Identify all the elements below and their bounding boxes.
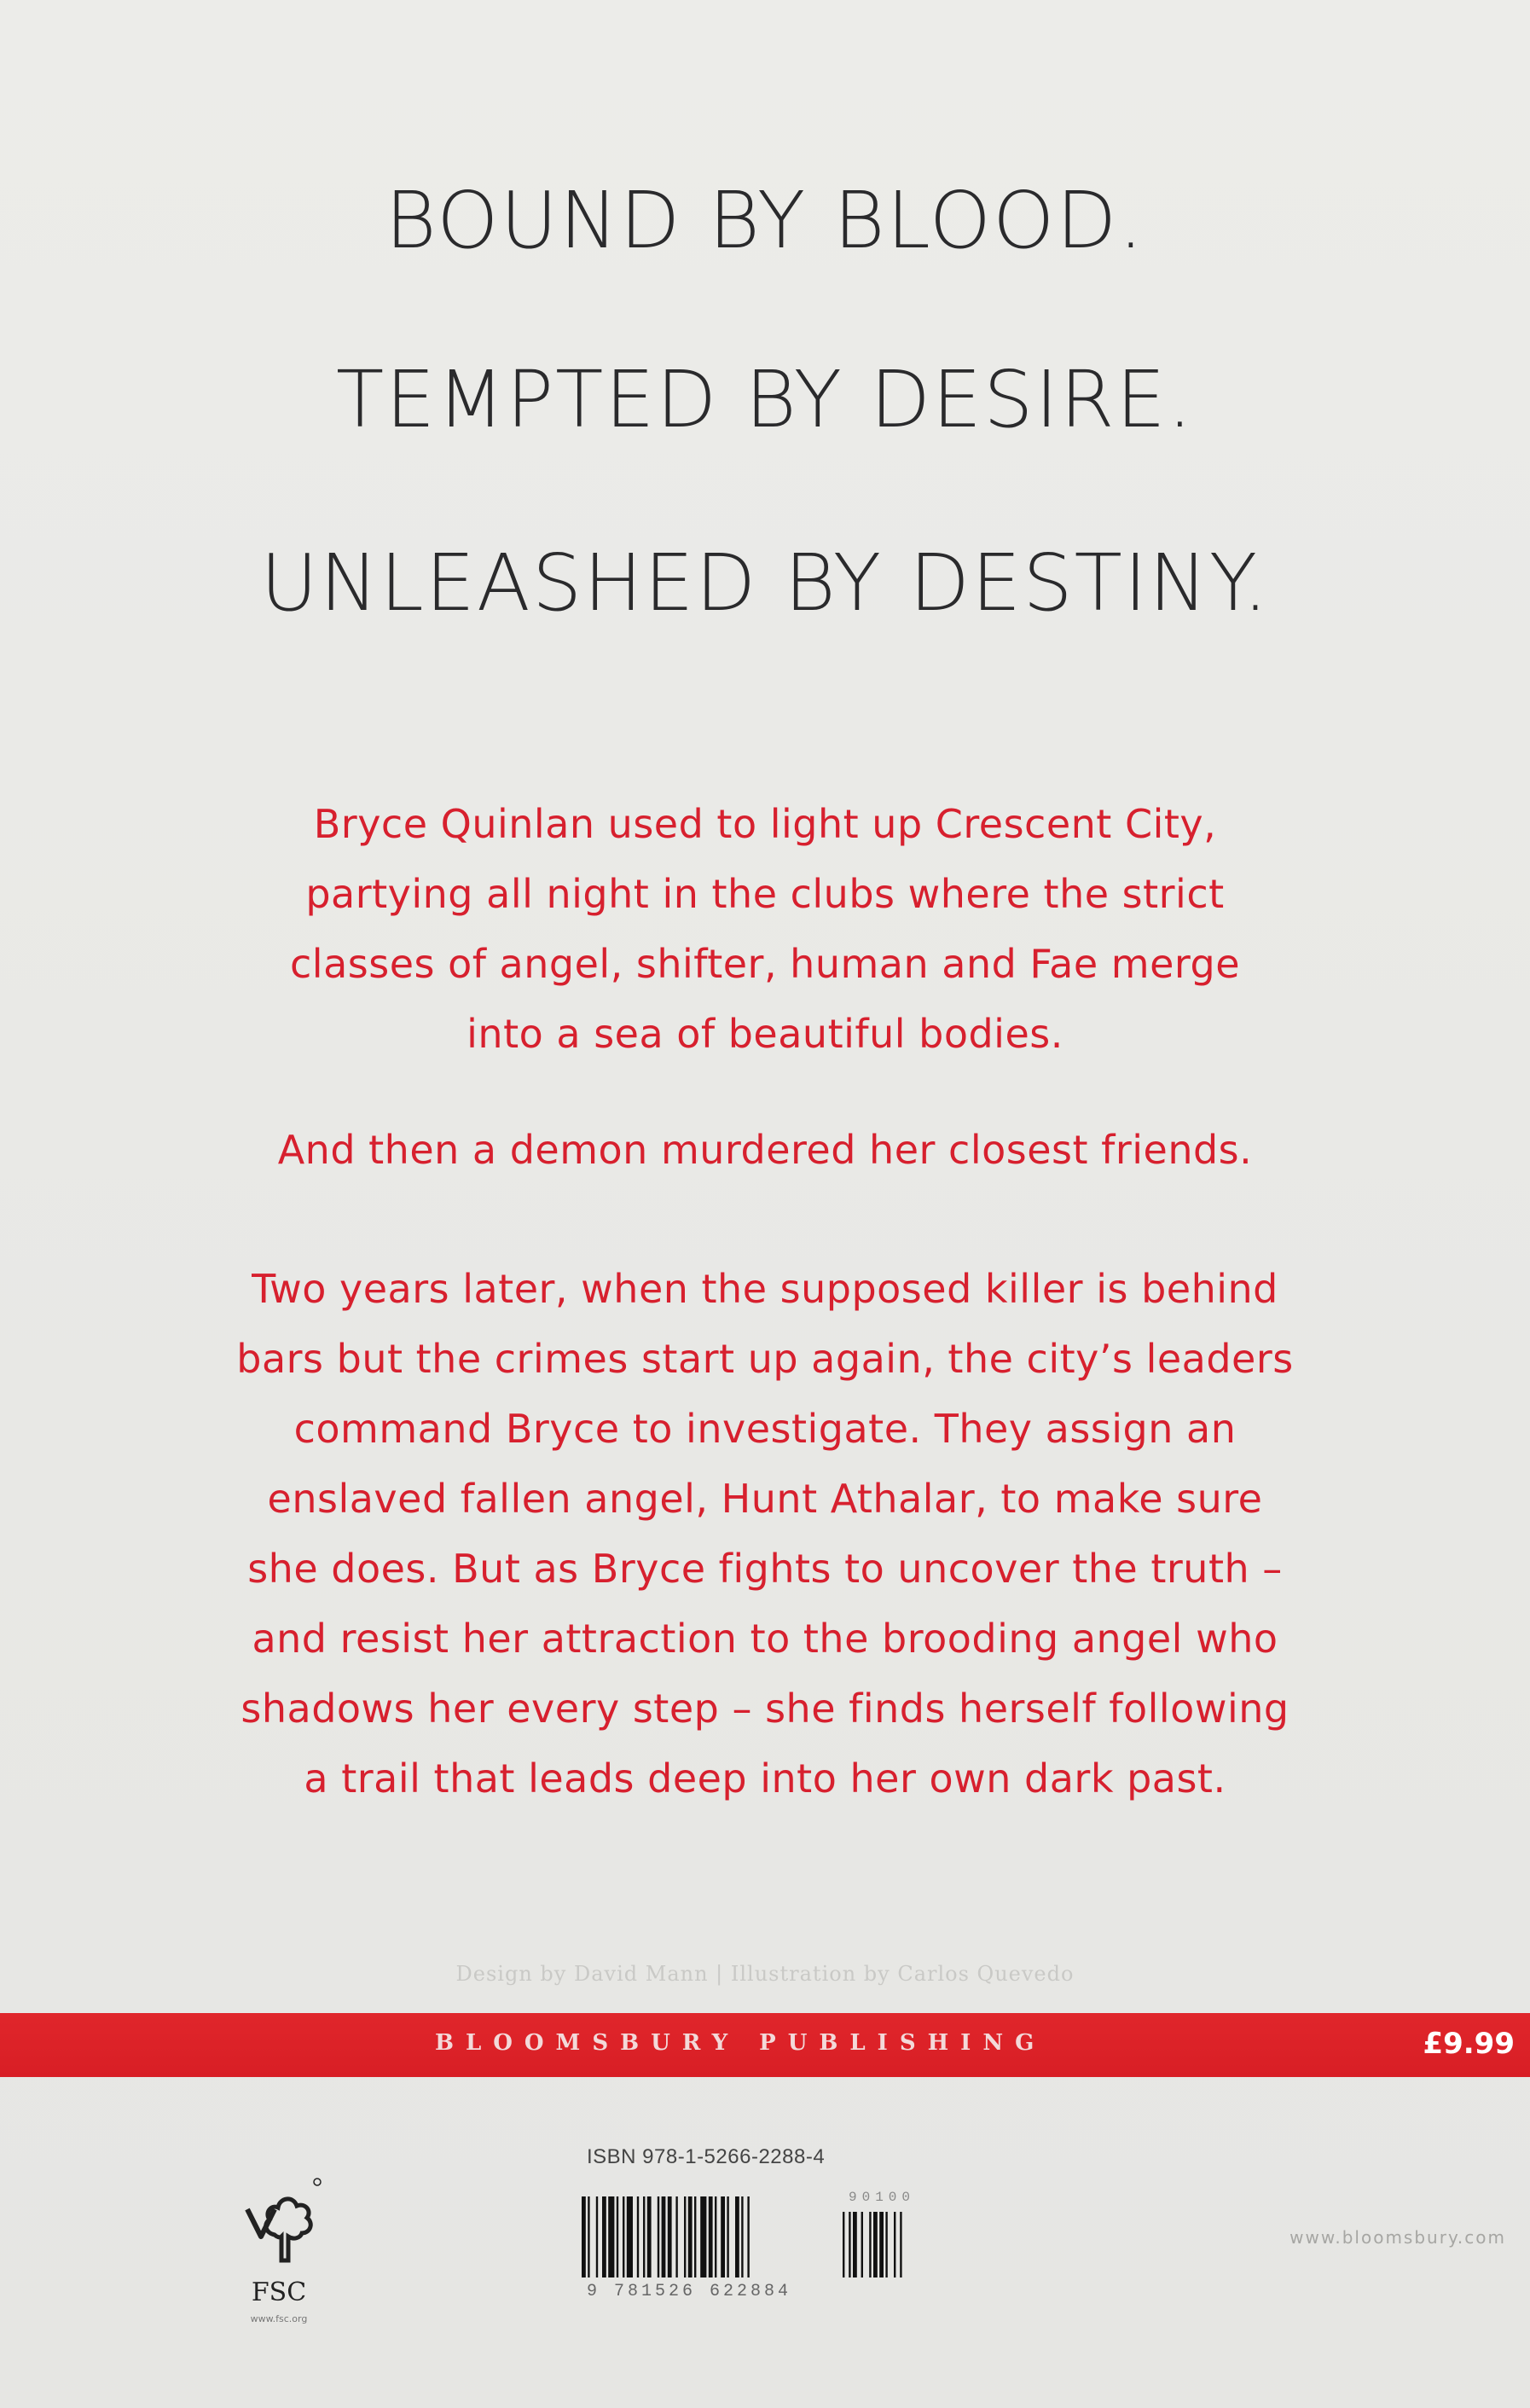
barcode-bar bbox=[869, 2212, 871, 2277]
isbn-text: ISBN 978-1-5266-2288-4 bbox=[587, 2145, 826, 2168]
barcode-bar bbox=[721, 2196, 725, 2277]
barcode-bar bbox=[873, 2212, 878, 2277]
barcode-bar bbox=[627, 2196, 633, 2277]
barcode-bar bbox=[637, 2196, 639, 2277]
blurb-paragraph-2 bbox=[136, 1115, 1394, 1185]
publisher-name: BLOOMSBURY PUBLISHING bbox=[435, 2030, 1046, 2056]
barcode-bar bbox=[735, 2196, 739, 2277]
blurb-line: classes of angel, shifter, human and Fae merge bbox=[290, 941, 1240, 987]
barcode-bar bbox=[861, 2212, 863, 2277]
barcode-bar bbox=[894, 2212, 895, 2277]
blurb-line: a trail that leads deep into her own dark past. bbox=[304, 1755, 1226, 1802]
blurb-line: partying all night in the clubs where the strict bbox=[305, 871, 1225, 917]
barcode-digits: 9 781526 622884 bbox=[587, 2282, 792, 2301]
tagline-line-2: TEMPTED BY DESIRE. bbox=[335, 354, 1195, 445]
barcode-price-code: 90100 bbox=[849, 2190, 916, 2205]
blurb-line: Two years later, when the supposed killer is behind bbox=[252, 1266, 1278, 1312]
publisher-website: www.bloomsbury.com bbox=[1289, 2227, 1506, 2248]
barcode-bar bbox=[709, 2196, 713, 2277]
barcode-bar bbox=[715, 2196, 716, 2277]
barcode-bar bbox=[727, 2196, 728, 2277]
tagline-line-1: BOUND BY BLOOD. bbox=[385, 175, 1145, 266]
barcode-bars bbox=[580, 2196, 938, 2282]
blurb-line: Bryce Quinlan used to light up Crescent City, bbox=[313, 801, 1217, 847]
barcode-bar bbox=[617, 2196, 618, 2277]
price-label: £9.99 bbox=[1423, 2027, 1515, 2061]
blurb-line: bars but the crimes start up again, the city’s leaders bbox=[236, 1336, 1294, 1382]
barcode-bar bbox=[643, 2196, 645, 2277]
fsc-tree-icon bbox=[232, 2175, 326, 2276]
design-credits: Design by David Mann | Illustration by Carlos Quevedo bbox=[455, 1962, 1075, 1986]
barcode-bar bbox=[747, 2196, 749, 2277]
blurb-line: shadows her every step – she finds herself following bbox=[241, 1686, 1289, 1732]
barcode-bar bbox=[885, 2212, 887, 2277]
barcode-bar bbox=[608, 2196, 614, 2277]
barcode-bar bbox=[623, 2196, 624, 2277]
blurb-line: she does. But as Bryce fights to uncover the truth – bbox=[247, 1546, 1283, 1592]
barcode-bar bbox=[853, 2212, 857, 2277]
blurb-line: and resist her attraction to the brooding angel who bbox=[252, 1616, 1278, 1662]
isbn-barcode bbox=[580, 2145, 938, 2307]
barcode-bar bbox=[602, 2196, 606, 2277]
barcode-bar bbox=[694, 2196, 696, 2277]
barcode-bar bbox=[668, 2196, 672, 2277]
fsc-logo bbox=[232, 2175, 360, 2337]
barcode-bar bbox=[588, 2196, 589, 2277]
barcode-bar bbox=[879, 2212, 884, 2277]
barcode-bar bbox=[582, 2196, 586, 2277]
barcode-bar bbox=[700, 2196, 706, 2277]
barcode-bar bbox=[675, 2196, 677, 2277]
blurb-line: command Bryce to investigate. They assign an bbox=[293, 1406, 1237, 1452]
publisher-band bbox=[0, 2013, 1530, 2077]
barcode-bar bbox=[596, 2196, 598, 2277]
barcode-bar bbox=[849, 2212, 850, 2277]
barcode-bar bbox=[741, 2196, 743, 2277]
barcode-bar bbox=[688, 2196, 693, 2277]
blurb-line: into a sea of beautiful bodies. bbox=[467, 1011, 1063, 1057]
barcode-bar bbox=[843, 2212, 844, 2277]
barcode-bar bbox=[684, 2196, 686, 2277]
barcode-bar bbox=[658, 2196, 659, 2277]
fsc-label: FSC bbox=[251, 2277, 307, 2307]
fsc-url: www.fsc.org bbox=[250, 2313, 308, 2324]
blurb-paragraph-1 bbox=[136, 789, 1394, 1069]
blurb-line: And then a demon murdered her closest friends. bbox=[277, 1127, 1253, 1173]
barcode-bar bbox=[662, 2196, 666, 2277]
blurb-line: enslaved fallen angel, Hunt Athalar, to make sure bbox=[267, 1476, 1263, 1522]
barcode-bar bbox=[647, 2196, 652, 2277]
blurb-paragraph-3 bbox=[136, 1254, 1394, 1813]
barcode-bar bbox=[900, 2212, 901, 2277]
tagline-line-3: UNLEASHED BY DESTINY. bbox=[260, 537, 1270, 629]
